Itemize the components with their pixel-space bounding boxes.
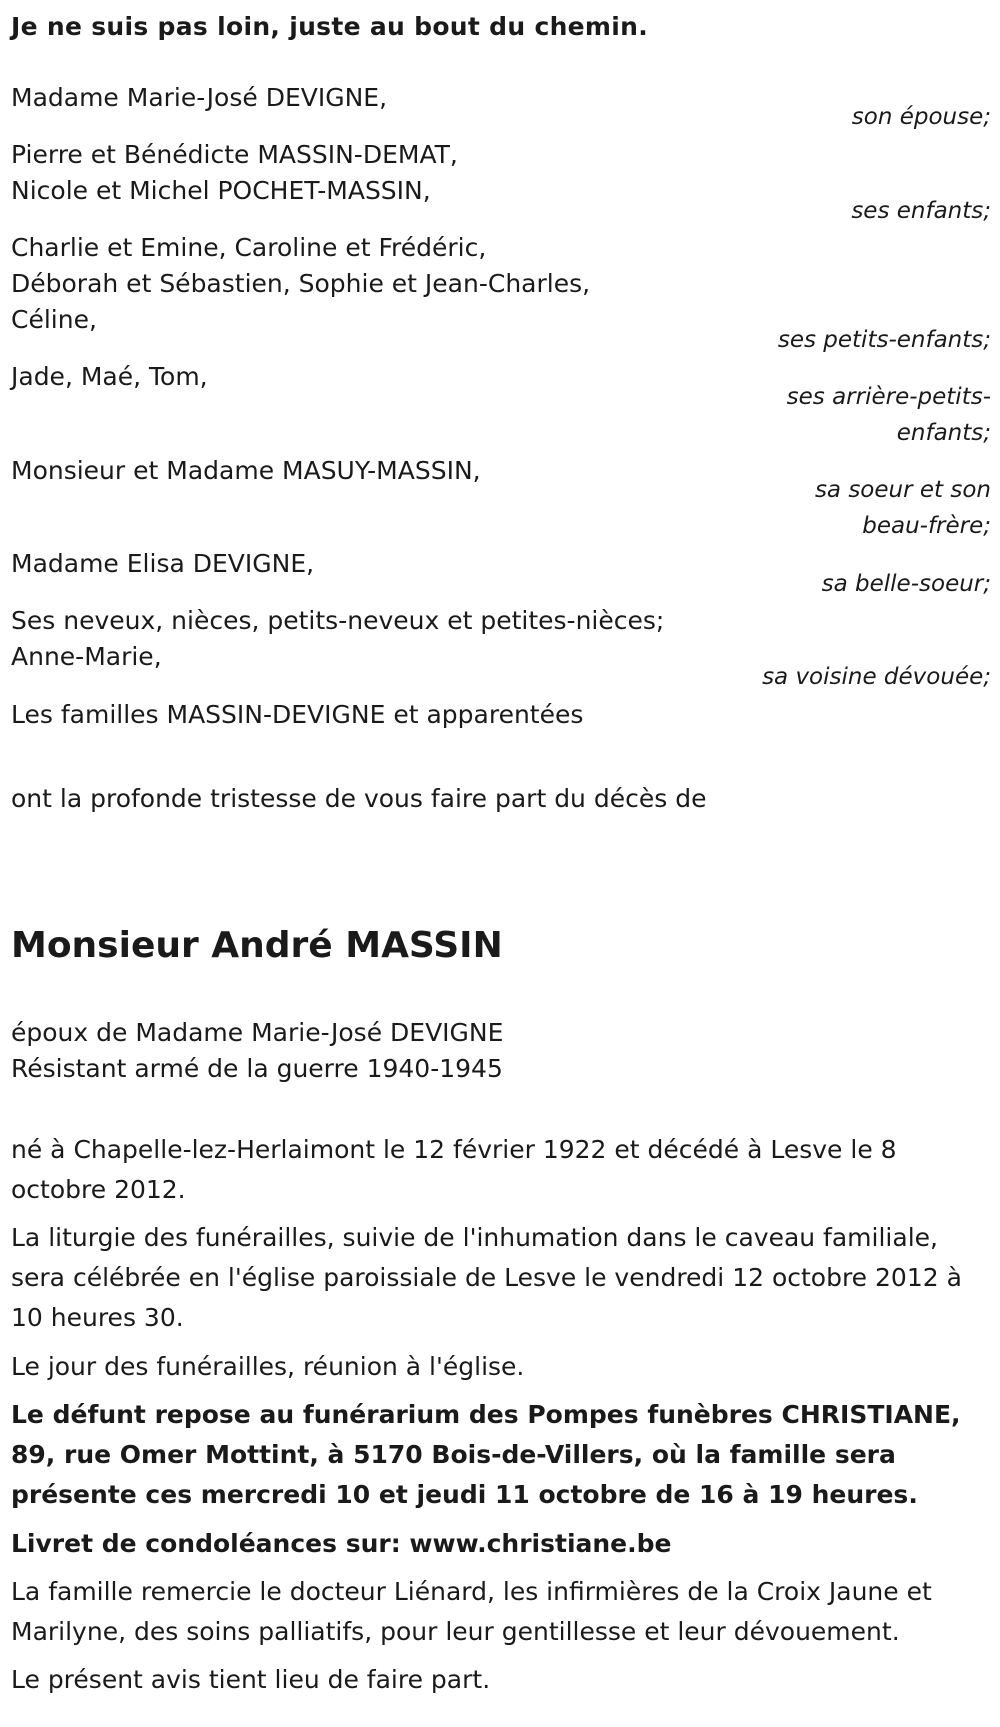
family-role: ses petits-enfants; xyxy=(777,327,991,353)
condolences-line: Livret de condoléances sur: www.christiane.be xyxy=(11,1529,672,1558)
family-line: Les familles MASSIN-DEVIGNE et apparentées xyxy=(11,700,584,729)
notice-line: Le présent avis tient lieu de faire part. xyxy=(11,1665,491,1694)
meeting-paragraph: Le jour des funérailles, réunion à l'église. xyxy=(11,1352,525,1381)
family-role: sa belle-soeur; xyxy=(821,571,991,597)
thanks-paragraph: La famille remercie le docteur Liénard, les infirmières de la Croix Jaune et Marilyne, des soins palliatifs, pour leur gentillesse et leur dévouement. xyxy=(11,1577,932,1646)
deceased-name: Monsieur André MASSIN xyxy=(11,925,503,966)
family-line: Madame Marie-José DEVIGNE, xyxy=(11,83,388,112)
family-line: Anne-Marie, xyxy=(11,642,162,671)
family-line: Céline, xyxy=(11,305,97,334)
family-role: ses enfants; xyxy=(851,198,991,224)
family-line: Pierre et Bénédicte MASSIN-DEMAT, xyxy=(11,140,458,169)
family-role: sa voisine dévouée; xyxy=(762,664,991,690)
funerarium-paragraph: Le défunt repose au funérarium des Pompes funèbres CHRISTIANE, 89, rue Omer Mottint, à 5170 Bois-de-Villers, où la famille sera présente ces mercredi 10 et jeudi 11 octobre de 16 à 19 heures. xyxy=(11,1400,961,1509)
family-role: son épouse; xyxy=(851,104,991,130)
motto: Je ne suis pas loin, juste au bout du chemin. xyxy=(11,12,649,41)
family-role: beau-frère; xyxy=(862,513,991,539)
family-line: Madame Elisa DEVIGNE, xyxy=(11,549,315,578)
liturgy-paragraph: La liturgie des funérailles, suivie de l'inhumation dans le caveau familiale, sera célébrée en l'église paroissiale de Lesve le vendredi 12 octobre 2012 à 10 heures 30. xyxy=(11,1223,962,1332)
family-line: Charlie et Emine, Caroline et Frédéric, xyxy=(11,233,487,262)
family-role: ses arrière-petits- xyxy=(786,384,991,410)
family-line: Monsieur et Madame MASUY-MASSIN, xyxy=(11,456,481,485)
family-role: enfants; xyxy=(896,420,991,446)
family-line: Déborah et Sébastien, Sophie et Jean-Charles, xyxy=(11,269,591,298)
announcement: ont la profonde tristesse de vous faire part du décès de xyxy=(11,784,707,813)
spouse-line: époux de Madame Marie-José DEVIGNE xyxy=(11,1018,504,1047)
family-role: sa soeur et son xyxy=(814,477,991,503)
family-line: Ses neveux, nièces, petits-neveux et petites-nièces; xyxy=(11,606,665,635)
birth-death-paragraph: né à Chapelle-lez-Herlaimont le 12 février 1922 et décédé à Lesve le 8 octobre 2012. xyxy=(11,1135,897,1204)
family-line: Nicole et Michel POCHET-MASSIN, xyxy=(11,176,431,205)
family-line: Jade, Maé, Tom, xyxy=(11,362,208,391)
honor-line: Résistant armé de la guerre 1940-1945 xyxy=(11,1054,503,1083)
